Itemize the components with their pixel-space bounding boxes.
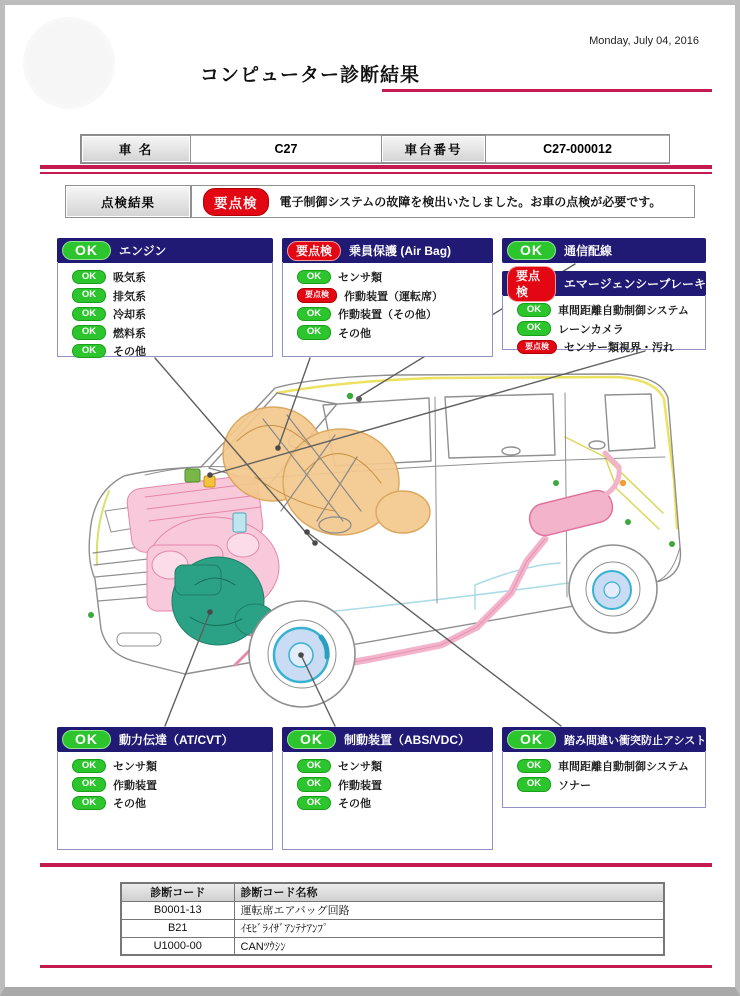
- watermark-circle: [23, 17, 115, 109]
- panel-title: 制動装置（ABS/VDC）: [344, 733, 471, 747]
- diag-code: B0001-13: [121, 901, 234, 919]
- inspection-result-box: [191, 185, 695, 218]
- panel-airbag: [282, 238, 493, 357]
- chassis-number-value: C27-000012: [486, 135, 669, 163]
- item-status-badge: OK: [517, 777, 551, 792]
- item-status-badge: OK: [297, 307, 331, 322]
- panel-title: 乗員保護 (Air Bag): [349, 244, 452, 258]
- status-badge: OK: [62, 730, 111, 749]
- item-label: 作動装置: [338, 779, 382, 792]
- divider-line-thin: [40, 172, 712, 174]
- item-label: 冷却系: [113, 309, 146, 321]
- item-label: 吸気系: [113, 272, 146, 284]
- item-status-badge: OK: [517, 303, 551, 318]
- status-badge: OK: [62, 241, 111, 260]
- vehicle-name-label: 車 名: [81, 135, 191, 163]
- item-label: 燃料系: [113, 327, 146, 340]
- item-label: センサー類視界・汚れ: [564, 342, 674, 354]
- item-status-badge: OK: [517, 759, 551, 774]
- item-status-badge: OK: [72, 325, 106, 340]
- item-label: 作動装置（その他）: [338, 309, 437, 321]
- item-label: 排気系: [113, 290, 146, 303]
- table-row: [121, 937, 664, 955]
- item-label: 作動装置（運転席）: [344, 290, 443, 303]
- panel-powertrain: [57, 727, 273, 850]
- item-status-badge: OK: [297, 270, 331, 285]
- status-badge: OK: [287, 730, 336, 749]
- item-label: センサ類: [338, 761, 382, 773]
- item-label: その他: [338, 798, 371, 810]
- panel-emergency-brake: [502, 268, 706, 354]
- item-status-badge: OK: [297, 796, 331, 811]
- wheels: [249, 545, 657, 707]
- inspection-message: 電子制御システムの故障を検出いたしました。お車の点検が必要です。: [279, 195, 662, 209]
- table-row: [121, 919, 664, 937]
- attention-badge: 要点検: [203, 188, 269, 216]
- table-row: [121, 901, 664, 919]
- driveshaft: [235, 635, 297, 665]
- item-label: その他: [113, 346, 146, 358]
- panel-title: 通信配線: [564, 244, 613, 258]
- panel-title: エンジン: [119, 244, 167, 258]
- report-date: Monday, July 04, 2016: [589, 35, 699, 47]
- item-status-badge: OK: [297, 759, 331, 774]
- item-status-badge: OK: [72, 288, 106, 303]
- vehicle-info-table: [80, 134, 670, 164]
- item-status-badge: OK: [72, 796, 106, 811]
- exhaust-illustration: [303, 453, 619, 671]
- panel-title: エマージェンシーブレーキ: [563, 277, 706, 291]
- lane-camera-box: [185, 469, 200, 482]
- item-label: 車間距離自動制御システム: [558, 761, 689, 773]
- item-status-badge: OK: [72, 777, 106, 792]
- item-status-badge: 要点検: [517, 340, 557, 355]
- panel-communication-wiring: [502, 238, 706, 263]
- diag-name-header: 診断コード名称: [234, 883, 664, 901]
- chassis-number-label: 車台番号: [381, 135, 486, 163]
- item-label: センサ類: [113, 761, 157, 773]
- divider-line-thick: [40, 165, 712, 169]
- divider-line-bottom: [40, 965, 712, 968]
- diag-code: U1000-00: [121, 937, 234, 955]
- diag-name: CANﾂｳｼﾝ: [234, 937, 664, 955]
- divider-line-mid: [40, 863, 712, 867]
- inspection-result-label: 点検結果: [65, 185, 191, 218]
- panel-title: 踏み間違い衝突防止アシスト: [564, 734, 707, 747]
- status-badge: OK: [507, 730, 556, 749]
- item-label: その他: [338, 327, 371, 340]
- item-label: ソナー: [558, 779, 591, 792]
- brake-lines: [245, 563, 590, 620]
- brake-discs: [274, 571, 631, 682]
- front-sensor-box: [204, 476, 215, 487]
- item-label: 作動装置: [113, 779, 157, 792]
- sensor-dots: [88, 393, 675, 618]
- item-status-badge: OK: [72, 759, 106, 774]
- item-label: その他: [113, 798, 146, 810]
- item-label: レーンカメラ: [558, 323, 624, 336]
- transmission-illustration: [172, 557, 275, 645]
- airbag-illustration: [223, 407, 430, 535]
- panel-brakes: [282, 727, 493, 850]
- page-title: コンピューター診断結果: [200, 65, 421, 86]
- item-label: センサ類: [338, 272, 382, 284]
- item-label: 車間距離自動制御システム: [558, 305, 689, 317]
- diag-code-header: 診断コード: [121, 883, 234, 901]
- diagnostic-code-table: [120, 882, 665, 956]
- actuator-box: [233, 513, 246, 532]
- vehicle-name-value: C27: [191, 135, 381, 163]
- van-body-outline: [89, 374, 680, 674]
- panel-engine: [57, 238, 273, 357]
- item-status-badge: OK: [72, 270, 106, 285]
- status-badge: OK: [507, 241, 556, 260]
- item-status-badge: OK: [517, 321, 551, 336]
- item-status-badge: 要点検: [297, 288, 337, 303]
- item-status-badge: OK: [72, 307, 106, 322]
- engine-illustration: [126, 474, 279, 617]
- panel-title: 動力伝達（AT/CVT）: [119, 733, 234, 747]
- status-badge: 要点検: [287, 241, 341, 261]
- panel-collision-prevention-assist: [502, 727, 706, 808]
- item-status-badge: OK: [297, 777, 331, 792]
- item-status-badge: OK: [72, 344, 106, 359]
- wiring-harness-lines: [97, 377, 677, 645]
- header-accent-line: [382, 89, 712, 92]
- diag-name: 運転席エアバッグ回路: [234, 901, 664, 919]
- status-badge: 要点検: [507, 266, 556, 302]
- diag-name: ｲﾓﾋﾞﾗｲｻﾞｱﾝﾃﾅｱﾝﾌﾟ: [234, 919, 664, 937]
- item-status-badge: OK: [297, 325, 331, 340]
- diag-code: B21: [121, 919, 234, 937]
